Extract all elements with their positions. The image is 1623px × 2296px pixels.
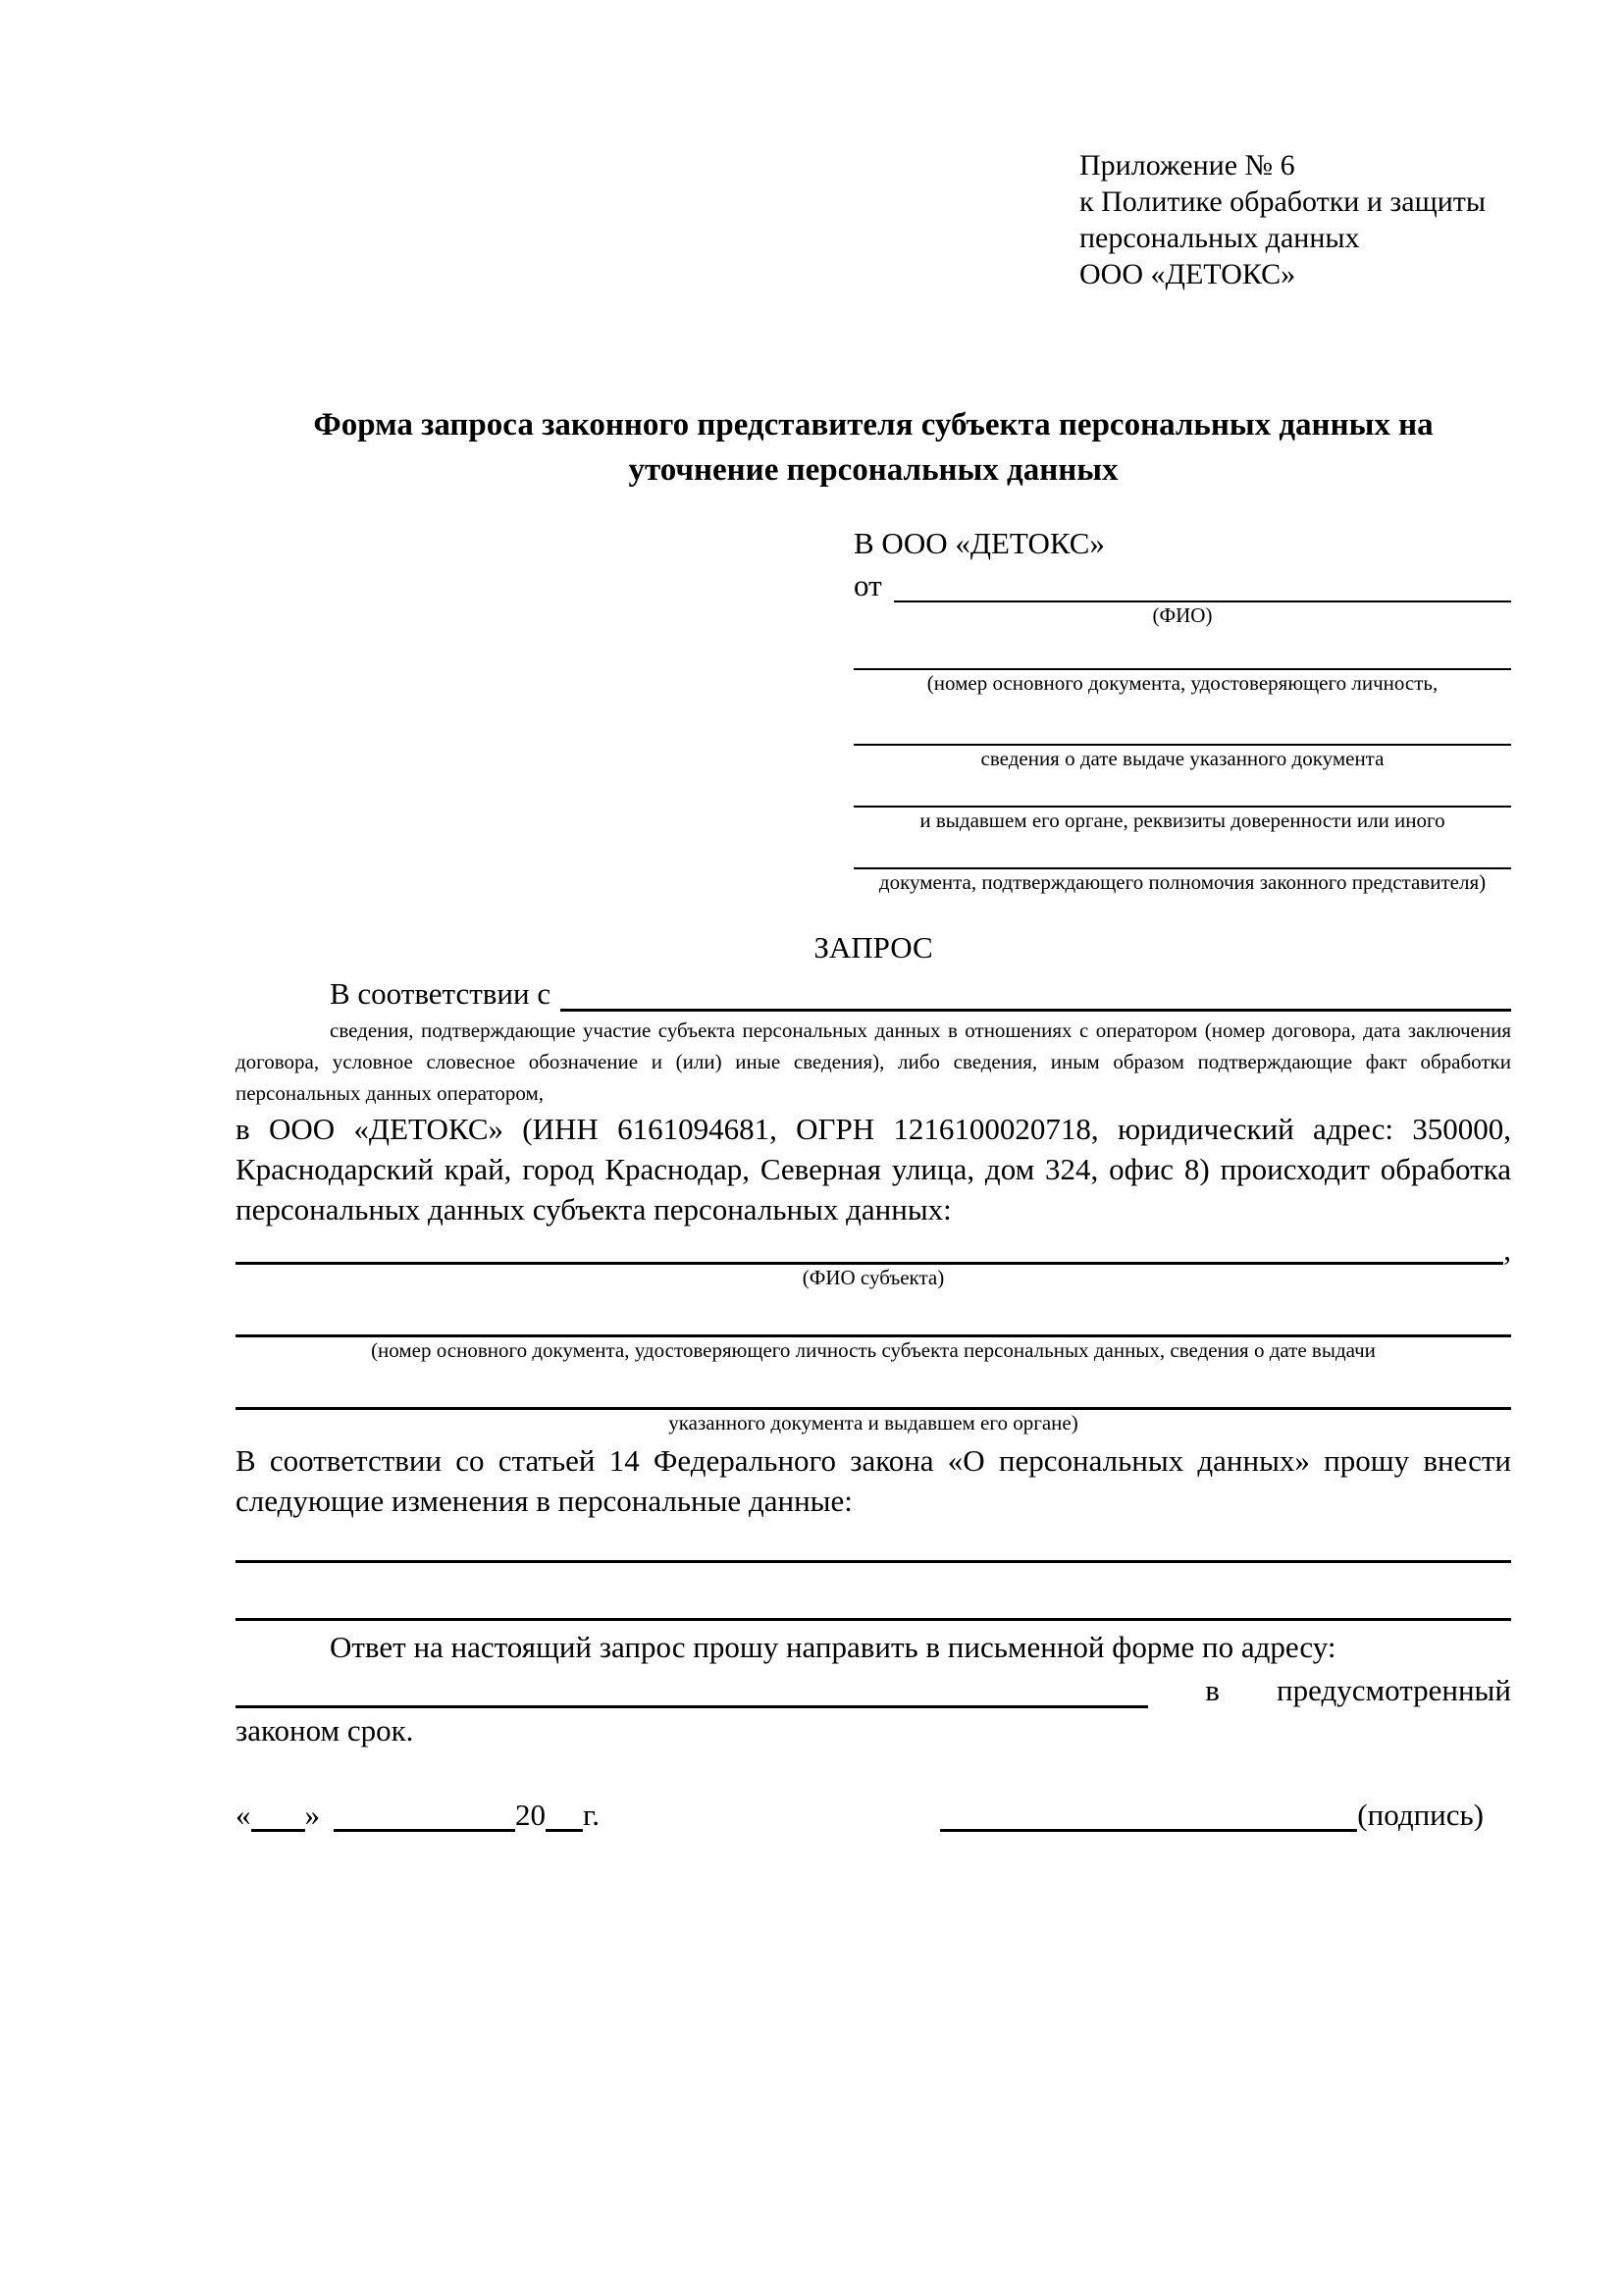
appendix-note-line: ООО «ДЕТОКС» [1079,258,1296,290]
accordance-field-line [560,1009,1511,1012]
subject-document-field-line [236,1364,1511,1410]
year-field-line [546,1829,583,1832]
signature-caption: (подпись) [1357,1798,1484,1832]
appendix-note-line: к Политике обработки и защиты [1079,185,1487,218]
appendix-note-line: Приложение № 6 [1079,149,1295,182]
year-prefix: 20 [515,1798,546,1832]
field-caption: и выдавшем его органе, реквизиты доверенности или иного [919,809,1445,832]
month-field-line [334,1829,515,1832]
field-caption: (номер основного документа, удостоверяющего личность, [926,671,1439,695]
page-title: Форма запроса законного представителя субъекта персональных данных на уточнение персональных данных [313,407,1434,488]
operator-paragraph: в ООО «ДЕТОКС» (ИНН 6161094681, ОГРН 1216100020718, юридический адрес: 350000, Краснодарский край, город Краснодар, Северная улица, дом 324, офис 8) происходит обработка персональных данных субъекта персональных данных: [236,1112,1511,1226]
reply-word: в [1205,1673,1220,1707]
field-caption: сведения о дате выдаче указанного документа [980,747,1385,770]
document-number-field-line [854,629,1511,670]
trailing-comma: , [1503,1232,1511,1267]
request-heading: ЗАПРОС [813,930,933,965]
field-caption: документа, подтверждающего полномочия законного представителя) [878,870,1487,894]
addressee-block [854,522,1511,896]
quote-close: » [304,1798,320,1832]
changes-field-line [236,1521,1511,1563]
accordance-lead: В соответствии с [330,976,551,1011]
reply-paragraph-line: Ответ на настоящий запрос прошу направить в письменной форме по адресу: [330,1630,1336,1664]
addressee-organization: В ООО «ДЕТОКС» [854,526,1105,560]
fio-caption: (ФИО) [1152,603,1213,627]
issue-date-field-line [854,697,1511,746]
document-content [236,147,1511,1832]
subject-fio-row [236,1229,1511,1265]
accordance-row [236,972,1511,1012]
reply-address-row [236,1667,1511,1708]
year-suffix: г. [583,1798,600,1832]
date-group [236,1799,600,1832]
accordance-note: сведения, подтверждающие участие субъекта персональных данных в отношениях с оператором (номер договора, дата заключения договора, условное словесное обозначение и (или) иные сведения), либо сведения, иным образом подтверждающие факт обработки персональных данных оператором, [236,1018,1511,1105]
footer-row [236,1799,1511,1832]
subject-document-caption: указанного документа и выдавшем его органе) [668,1411,1078,1435]
signature-field-line [940,1829,1357,1832]
appendix-note-line: персональных данных [1079,222,1360,254]
signature-group [940,1799,1511,1832]
law-paragraph: В соответствии со статьей 14 Федерального закона «О персональных данных» прошу внести следующие изменения в персональные данные: [236,1443,1511,1518]
reply-paragraph-line: законом срок. [236,1713,414,1748]
day-field-line [251,1829,305,1832]
subject-fio-caption: (ФИО субъекта) [802,1266,945,1289]
subject-document-caption: (номер основного документа, удостоверяющего личность субъекта персональных данных, сведения о дате выдачи [371,1338,1376,1362]
authority-document-field-line [854,834,1511,869]
from-label: от [854,568,882,602]
quote-open: « [236,1798,251,1832]
from-row [854,565,1511,602]
subject-document-field-line [236,1291,1511,1337]
issuing-authority-field-line [854,772,1511,808]
appendix-note [1079,147,1511,292]
changes-field-line [236,1563,1511,1621]
reply-word: предусмотренный [1277,1673,1511,1707]
